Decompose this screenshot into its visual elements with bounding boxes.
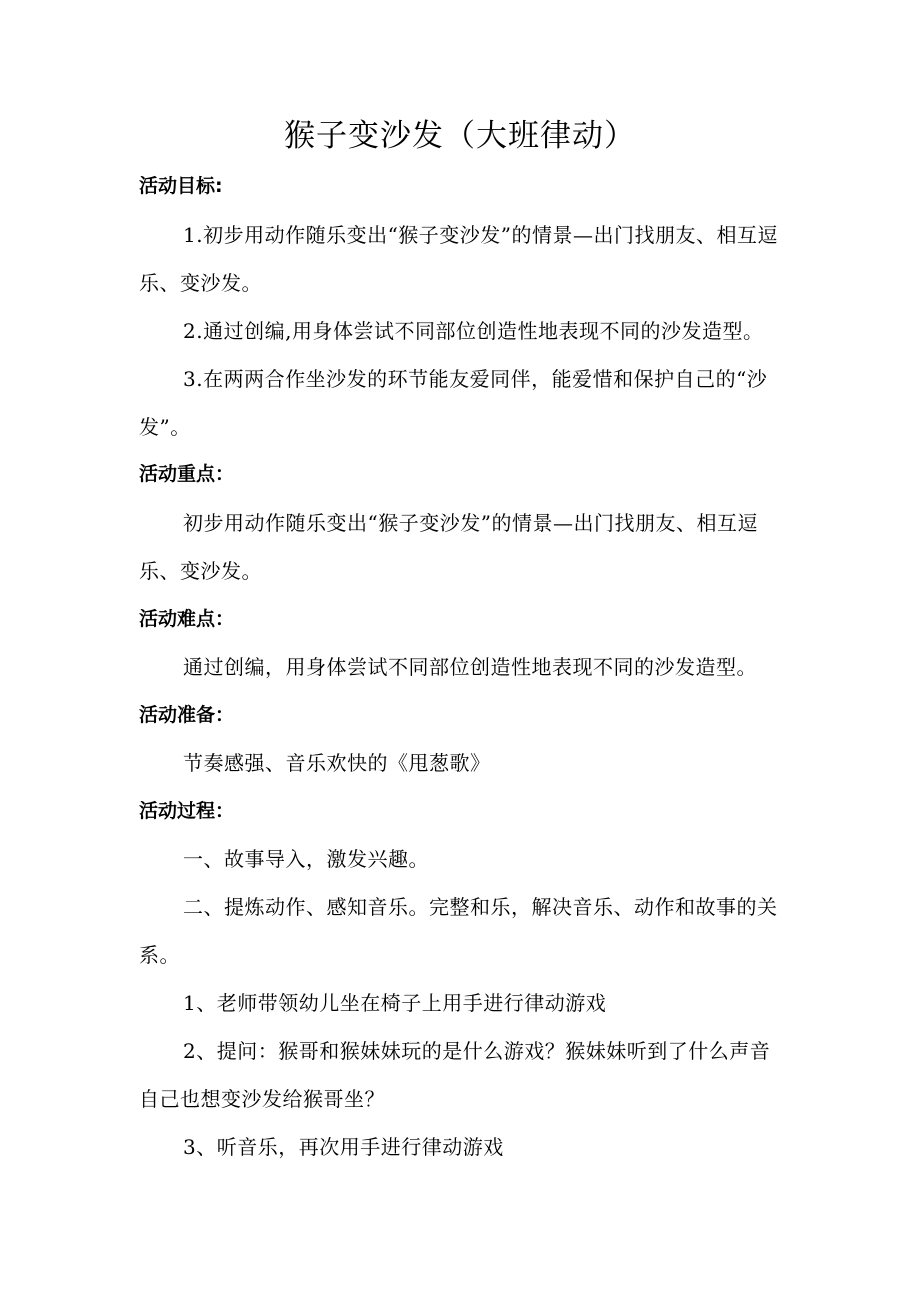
process-item-4: 2、提问：猴哥和猴妹妹玩的是什么游戏？猴妹妹听到了什么声音自己也想变沙发给猴哥坐？: [139, 1039, 771, 1111]
goal-item-3: 3.在两两合作坐沙发的环节能友爱同伴，能爱惜和保护自己的“沙发”。: [139, 367, 768, 439]
process-heading: 活动过程：: [139, 800, 235, 822]
preparation-heading: 活动准备：: [139, 704, 235, 726]
page-title: 猴子变沙发（大班律动）: [284, 118, 636, 154]
key-point-text: 初步用动作随乐变出“猴子变沙发”的情景—出门找朋友、相互逗乐、变沙发。: [139, 511, 758, 583]
goal-item-2: 2.通过创编,用身体尝试不同部位创造性地表现不同的沙发造型。: [183, 319, 764, 343]
goal-item-1: 1.初步用动作随乐变出“猴子变沙发”的情景—出门找朋友、相互逗乐、变沙发。: [139, 223, 779, 295]
difficulty-heading: 活动难点：: [139, 608, 235, 630]
difficulty-text: 通过创编，用身体尝试不同部位创造性地表现不同的沙发造型。: [183, 655, 757, 679]
process-item-1: 一、故事导入，激发兴趣。: [183, 847, 429, 871]
goals-heading: 活动目标:: [139, 175, 223, 197]
key-point-heading: 活动重点：: [139, 463, 235, 485]
process-item-5: 3、听音乐，再次用手进行律动游戏: [183, 1135, 504, 1159]
process-item-2: 二、提炼动作、感知音乐。完整和乐，解决音乐、动作和故事的关系。: [139, 895, 778, 967]
preparation-text: 节奏感强、音乐欢快的《甩葱歌》: [183, 751, 491, 775]
process-item-3: 1、老师带领幼儿坐在椅子上用手进行律动游戏: [183, 991, 607, 1015]
